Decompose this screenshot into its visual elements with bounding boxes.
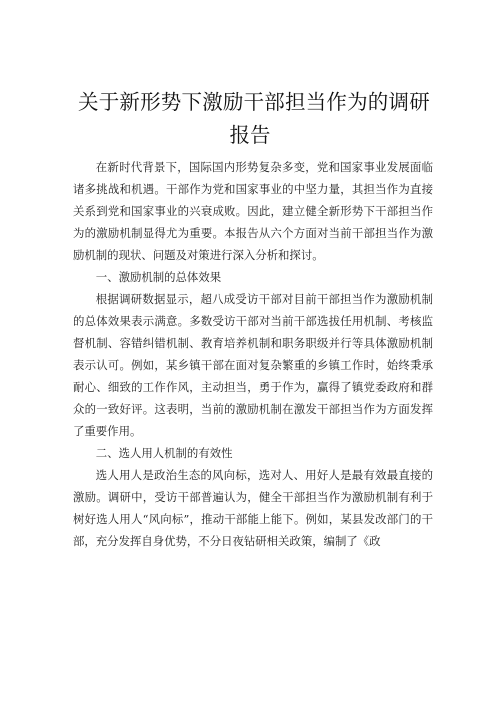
document-body (73, 156, 433, 552)
document-title: 关于新形势下激励干部担当作为的调研 (78, 90, 430, 114)
section-heading-2: 二、选人用人机制的有效性 (95, 446, 233, 460)
section-2-paragraph: 选人用人是政治生态的风向标，选对人、用好人是最有效最直接的激励。调研中，受访干部普遍认为，健全干部担当作为激励机制有利于树好选人用人“风向标”，推动干部能上能下。例如，某县发改部门的干部，充分发挥自身优势，不分日夜钻研相关政策，编制了《政 (73, 468, 433, 548)
section-heading-1: 一、激励机制的总体效果 (95, 270, 222, 284)
intro-paragraph: 在新时代背景下，国际国内形势复杂多变，党和国家事业发展面临诸多挑战和机遇。干部作为党和国家事业的中坚力量，其担当作为直接关系到党和国家事业的兴衰成败。因此，建立健全新形势下干部担当作为的激励机制显得尤为重要。本报告从六个方面对当前干部担当作为激励机制的现状、问题及对策进行深入分析和探讨。 (73, 160, 433, 262)
section-1-paragraph: 根据调研数据显示，超八成受访干部对目前干部担当作为激励机制的总体效果表示满意。多数受访干部对当前干部选拔任用机制、考核监督机制、容错纠错机制、教育培养机制和职务职级并行等具体激励机制表示认可。例如，某乡镇干部在面对复杂繁重的乡镇工作时，始终秉承耐心、细致的工作作风，主动担当，勇于作为，赢得了镇党委政府和群众的一致好评。这表明，当前的激励机制在激发干部担当作为方面发挥了重要作用。 (73, 292, 433, 438)
document-title-continued: 报告 (229, 123, 271, 147)
